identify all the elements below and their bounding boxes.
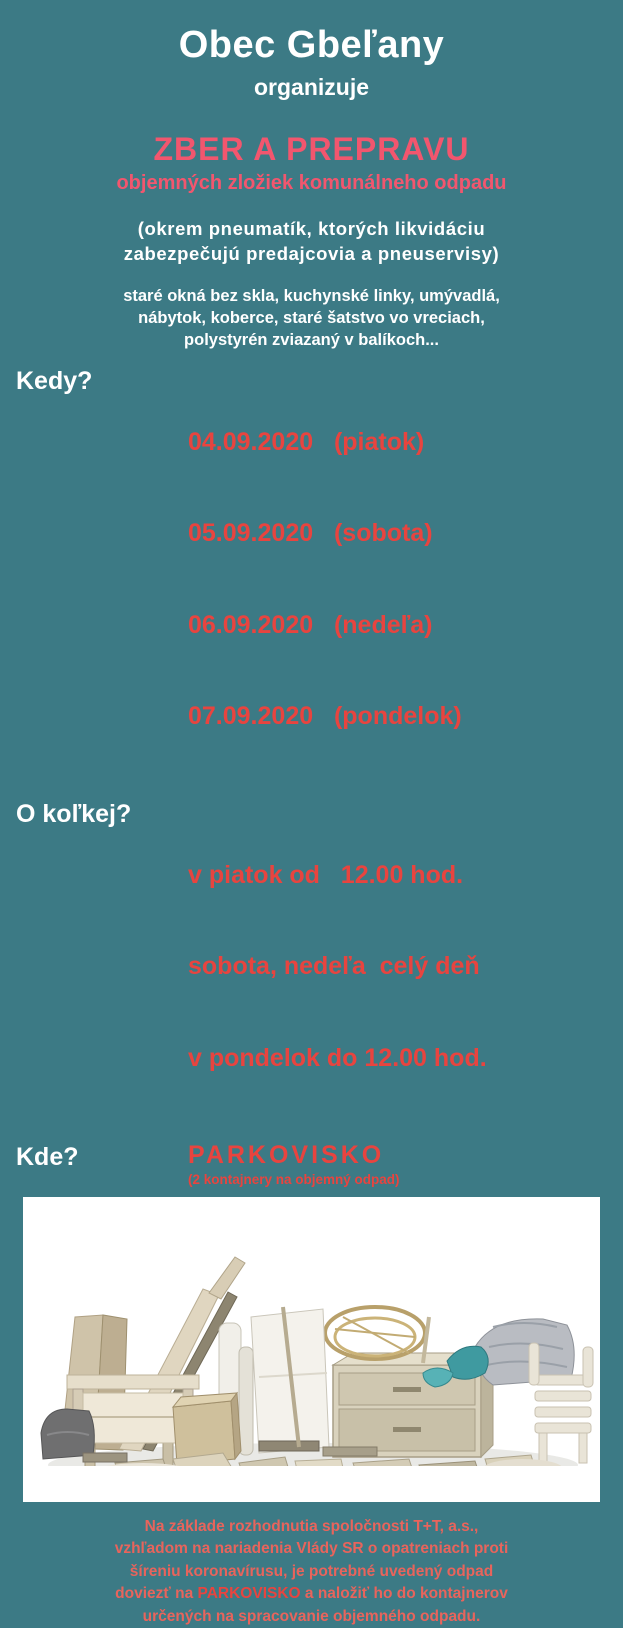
where-note: (2 kontajnery na objemný odpad) xyxy=(188,1171,400,1187)
where-label: Kde? xyxy=(16,1143,79,1172)
exclusion-note-line-2: zabezpečujú predajcovia a pneuservisy) xyxy=(123,242,500,264)
where-location: PARKOVISKO xyxy=(188,1141,385,1170)
accepted-items-list xyxy=(0,285,623,352)
headline-subtext: objemných zložiek komunálneho odpadu xyxy=(116,171,507,194)
accepted-items-line-2: nábytok, koberce, staré šatstvo vo vreciach, xyxy=(138,309,485,328)
where-row xyxy=(16,1142,613,1187)
details-section xyxy=(0,366,623,1187)
organizer-subtitle: organizuje xyxy=(253,73,369,100)
exclusion-note-line-1: (okrem pneumatík, ktorých likvidáciu xyxy=(137,217,486,239)
accepted-items-line-1: staré okná bez skla, kuchynské linky, umývadlá, xyxy=(123,286,500,305)
time-label: O koľkej? xyxy=(16,799,132,828)
footer-parkovisko-highlight: PARKOVISKO xyxy=(197,1585,301,1603)
when-dates xyxy=(188,366,462,793)
when-label: Kedy? xyxy=(16,366,93,395)
junk-pile-illustration xyxy=(23,1197,600,1502)
footer-line-4-pre: doviezť na xyxy=(115,1585,198,1603)
time-line-2: sobota, nedeľa celý deň xyxy=(188,952,480,981)
time-line-1: v piatok od 12.00 hod. xyxy=(188,860,464,889)
time-row xyxy=(16,799,613,1135)
when-date-2: 05.09.2020 (sobota) xyxy=(188,519,433,548)
footer-notice xyxy=(0,1516,623,1628)
footer-line-2: vzhľadom na nariadenia Vlády SR o opatreniach proti xyxy=(114,1540,509,1558)
accepted-items-line-3: polystyrén zviazaný v balíkoch... xyxy=(184,331,439,350)
footer-line-4-post: a naložiť ho do kontajnerov xyxy=(300,1585,508,1603)
bulky-waste-photo xyxy=(23,1197,600,1502)
photo-floor xyxy=(23,1466,600,1502)
footer-line-3: šíreniu koronavírusu, je potrebné uvedený odpad xyxy=(129,1562,494,1580)
footer-line-5: určených na spracovanie objemného odpadu. xyxy=(142,1607,481,1625)
when-row xyxy=(16,366,613,793)
time-line-3: v pondelok do 12.00 hod. xyxy=(188,1043,487,1072)
headline: ZBER A PREPRAVU xyxy=(153,130,470,167)
time-values xyxy=(188,799,487,1135)
where-values xyxy=(188,1142,400,1187)
exclusion-note xyxy=(0,217,623,267)
when-date-3: 06.09.2020 (nedeľa) xyxy=(188,610,433,639)
when-date-4: 07.09.2020 (pondelok) xyxy=(188,702,462,731)
when-date-1: 04.09.2020 (piatok) xyxy=(188,427,425,456)
footer-line-4 xyxy=(28,1583,595,1605)
footer-line-1: Na základe rozhodnutia spoločnosti T+T, a.s., xyxy=(144,1517,479,1535)
page-title: Obec Gbeľany xyxy=(178,24,445,66)
